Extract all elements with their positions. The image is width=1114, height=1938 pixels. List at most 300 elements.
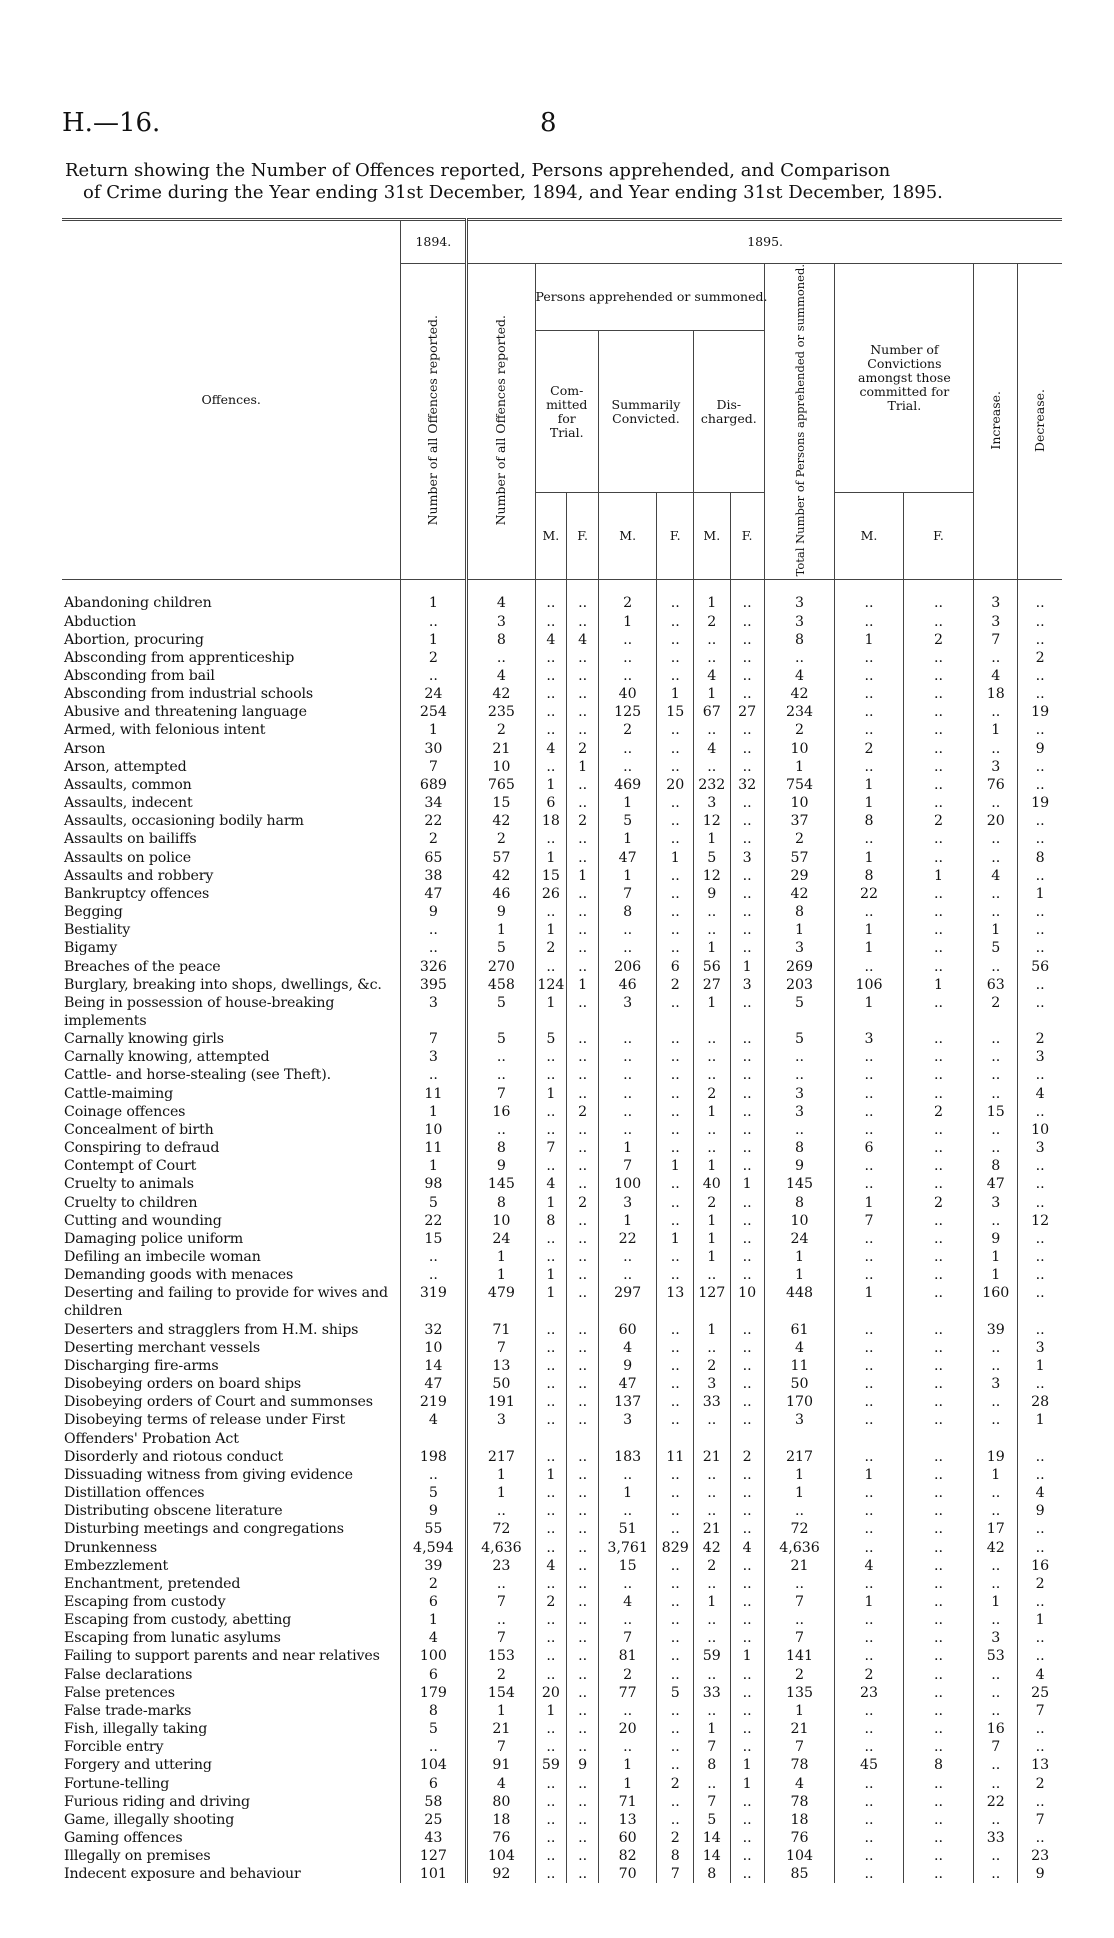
cell-increase: 3 xyxy=(974,1194,1018,1212)
cell-decrease: 2 xyxy=(1018,649,1062,667)
table-row xyxy=(62,1666,1062,1684)
cell-discharged-m: .. xyxy=(694,1266,731,1284)
cell-reported-1894: 2 xyxy=(401,1575,467,1593)
cell-committed-f: .. xyxy=(567,1647,599,1665)
cell-offence: Failing to support parents and near relatives xyxy=(64,1648,380,1665)
cell-reported-1895: 5 xyxy=(467,939,535,957)
cell-committed-m: .. xyxy=(535,613,567,631)
cell-discharged-m: 1 xyxy=(694,1157,731,1175)
cell-convictions-m: .. xyxy=(835,1411,903,1447)
cell-offence: False declarations xyxy=(64,1666,193,1683)
cell-decrease: .. xyxy=(1018,1375,1062,1393)
cell-reported-1895: 8 xyxy=(467,1139,535,1157)
cell-convictions-f: .. xyxy=(903,1411,974,1447)
cell-summarily-m: .. xyxy=(598,1121,657,1139)
cell-reported-1894: 2 xyxy=(401,649,467,667)
cell-total-persons: 1 xyxy=(764,1702,835,1720)
cell-reported-1894: .. xyxy=(401,1248,467,1266)
cell-total-persons: 4 xyxy=(764,1339,835,1357)
cell-total-persons: 8 xyxy=(764,903,835,921)
cell-increase: 3 xyxy=(974,613,1018,631)
col-persons-group: Persons apprehended or summoned. xyxy=(535,264,764,331)
cell-committed-m: 20 xyxy=(535,1684,567,1702)
cell-summarily-m: 297 xyxy=(598,1284,657,1320)
cell-summarily-m: 1 xyxy=(598,1212,657,1230)
cell-convictions-m: 8 xyxy=(835,812,903,830)
cell-discharged-m: 1 xyxy=(694,1230,731,1248)
cell-convictions-m: .. xyxy=(835,1829,903,1847)
cell-summarily-m: .. xyxy=(598,1502,657,1520)
cell-total-persons: 29 xyxy=(764,867,835,885)
cell-offence: Deserting and failing to provide for wives and children xyxy=(64,1285,388,1320)
cell-discharged-m: 1 xyxy=(694,994,731,1030)
cell-summarily-m: 7 xyxy=(598,1629,657,1647)
cell-committed-m: .. xyxy=(535,1629,567,1647)
cell-summarily-m: 469 xyxy=(598,776,657,794)
cell-committed-f: .. xyxy=(567,1248,599,1266)
cell-committed-f: .. xyxy=(567,1157,599,1175)
cell-convictions-m: .. xyxy=(835,1539,903,1557)
cell-committed-m: 5 xyxy=(535,1030,567,1048)
cell-convictions-m: .. xyxy=(835,1339,903,1357)
cell-total-persons: 1 xyxy=(764,758,835,776)
cell-committed-f: .. xyxy=(567,1684,599,1702)
table-row xyxy=(62,1103,1062,1121)
cell-offence: Forcible entry xyxy=(64,1739,164,1756)
col-convictions-f: F. xyxy=(903,493,974,580)
cell-discharged-m: 1 xyxy=(694,685,731,703)
title-line-1: Return showing the Number of Offences reported, Persons apprehended, and Comparison xyxy=(65,160,891,181)
cell-convictions-f: .. xyxy=(903,1393,974,1411)
cell-summarily-f: .. xyxy=(657,1484,694,1502)
cell-committed-m: .. xyxy=(535,1829,567,1847)
cell-summarily-m: 9 xyxy=(598,1357,657,1375)
cell-discharged-f: .. xyxy=(730,830,764,848)
cell-increase: .. xyxy=(974,1684,1018,1702)
cell-committed-f: .. xyxy=(567,1339,599,1357)
cell-committed-f: .. xyxy=(567,1175,599,1193)
cell-discharged-f: .. xyxy=(730,1121,764,1139)
cell-decrease: 16 xyxy=(1018,1557,1062,1575)
cell-committed-m: .. xyxy=(535,1520,567,1538)
cell-convictions-m: 7 xyxy=(835,1212,903,1230)
cell-convictions-m: 22 xyxy=(835,885,903,903)
cell-convictions-f: .. xyxy=(903,776,974,794)
cell-decrease: 10 xyxy=(1018,1121,1062,1139)
cell-total-persons: 269 xyxy=(764,958,835,976)
cell-summarily-f: .. xyxy=(657,903,694,921)
cell-discharged-f: .. xyxy=(730,1103,764,1121)
table-row xyxy=(62,1194,1062,1212)
cell-convictions-f: .. xyxy=(903,1811,974,1829)
cell-offence: Assaults, indecent xyxy=(64,795,193,812)
cell-reported-1894: 24 xyxy=(401,685,467,703)
cell-total-persons: 57 xyxy=(764,849,835,867)
cell-discharged-f: 1 xyxy=(730,1175,764,1193)
cell-convictions-m: 1 xyxy=(835,939,903,957)
cell-convictions-m: .. xyxy=(835,1520,903,1538)
cell-decrease: .. xyxy=(1018,685,1062,703)
cell-offence: Assaults and robbery xyxy=(64,867,214,884)
cell-summarily-f: 8 xyxy=(657,1847,694,1865)
cell-convictions-m: .. xyxy=(835,667,903,685)
cell-total-persons: .. xyxy=(764,1066,835,1084)
cell-discharged-f: .. xyxy=(730,667,764,685)
table-row xyxy=(62,1266,1062,1284)
cell-reported-1894: 4 xyxy=(401,1411,467,1447)
cell-offence: Cutting and wounding xyxy=(64,1212,222,1229)
cell-discharged-m: .. xyxy=(694,649,731,667)
cell-discharged-m: .. xyxy=(694,1702,731,1720)
cell-decrease: .. xyxy=(1018,1266,1062,1284)
cell-increase: 15 xyxy=(974,1103,1018,1121)
cell-summarily-m: .. xyxy=(598,667,657,685)
cell-decrease: 19 xyxy=(1018,794,1062,812)
cell-offence: Absconding from apprenticeship xyxy=(64,649,295,666)
cell-offence: Cruelty to animals xyxy=(64,1176,194,1193)
cell-convictions-f: .. xyxy=(903,1048,974,1066)
cell-summarily-f: .. xyxy=(657,1066,694,1084)
cell-summarily-f: 15 xyxy=(657,703,694,721)
cell-summarily-m: 2 xyxy=(598,594,657,612)
cell-committed-m: .. xyxy=(535,1775,567,1793)
cell-increase: 19 xyxy=(974,1448,1018,1466)
col-increase: Increase. xyxy=(974,264,1018,580)
cell-convictions-m: 1 xyxy=(835,994,903,1030)
cell-total-persons: 76 xyxy=(764,1829,835,1847)
cell-committed-f: 1 xyxy=(567,867,599,885)
cell-reported-1894: 127 xyxy=(401,1847,467,1865)
cell-discharged-f: .. xyxy=(730,1248,764,1266)
cell-summarily-m: 47 xyxy=(598,849,657,867)
cell-convictions-m: .. xyxy=(835,1793,903,1811)
cell-reported-1895: 10 xyxy=(467,1212,535,1230)
cell-committed-m: .. xyxy=(535,1811,567,1829)
cell-committed-f: .. xyxy=(567,1775,599,1793)
cell-summarily-f: .. xyxy=(657,1103,694,1121)
cell-decrease: 4 xyxy=(1018,1085,1062,1103)
table-row xyxy=(62,1411,1062,1447)
cell-discharged-m: 1 xyxy=(694,1593,731,1611)
cell-reported-1894: 55 xyxy=(401,1520,467,1538)
cell-discharged-m: .. xyxy=(694,721,731,739)
cell-total-persons: 203 xyxy=(764,976,835,994)
cell-discharged-f: .. xyxy=(730,721,764,739)
cell-discharged-f: .. xyxy=(730,1502,764,1520)
cell-reported-1895: 16 xyxy=(467,1103,535,1121)
cell-total-persons: 42 xyxy=(764,685,835,703)
cell-offence: Carnally knowing girls xyxy=(64,1031,224,1048)
cell-convictions-f: .. xyxy=(903,1847,974,1865)
cell-discharged-m: 12 xyxy=(694,812,731,830)
cell-summarily-f: .. xyxy=(657,1030,694,1048)
cell-convictions-f: .. xyxy=(903,939,974,957)
cell-discharged-m: 14 xyxy=(694,1847,731,1865)
table-row xyxy=(62,921,1062,939)
cell-discharged-f: .. xyxy=(730,1321,764,1339)
cell-discharged-f: .. xyxy=(730,1139,764,1157)
cell-committed-m: .. xyxy=(535,903,567,921)
col-committed-m: M. xyxy=(535,493,567,580)
cell-decrease: .. xyxy=(1018,1793,1062,1811)
cell-convictions-m: .. xyxy=(835,1157,903,1175)
cell-discharged-f: .. xyxy=(730,885,764,903)
cell-reported-1894: 9 xyxy=(401,1502,467,1520)
cell-summarily-f: 829 xyxy=(657,1539,694,1557)
cell-summarily-m: 3 xyxy=(598,1411,657,1447)
cell-reported-1895: 9 xyxy=(467,903,535,921)
table-header xyxy=(62,220,1062,580)
cell-total-persons: 3 xyxy=(764,1411,835,1447)
cell-summarily-m: 125 xyxy=(598,703,657,721)
cell-offence: Disorderly and riotous conduct xyxy=(64,1448,284,1465)
cell-committed-f: .. xyxy=(567,1212,599,1230)
cell-committed-m: 1 xyxy=(535,1085,567,1103)
cell-discharged-f: 27 xyxy=(730,703,764,721)
cell-convictions-f: 2 xyxy=(903,812,974,830)
cell-convictions-m: .. xyxy=(835,703,903,721)
cell-convictions-f: .. xyxy=(903,794,974,812)
cell-decrease: .. xyxy=(1018,1194,1062,1212)
cell-convictions-m: .. xyxy=(835,1066,903,1084)
cell-discharged-m: 21 xyxy=(694,1520,731,1538)
cell-summarily-m: 82 xyxy=(598,1847,657,1865)
cell-committed-f: .. xyxy=(567,1048,599,1066)
cell-increase: .. xyxy=(974,1393,1018,1411)
cell-convictions-m: .. xyxy=(835,1720,903,1738)
cell-increase: 7 xyxy=(974,631,1018,649)
cell-committed-m: .. xyxy=(535,1575,567,1593)
cell-committed-m: .. xyxy=(535,1393,567,1411)
cell-committed-m: .. xyxy=(535,1248,567,1266)
cell-reported-1895: 15 xyxy=(467,794,535,812)
cell-increase: 1 xyxy=(974,1593,1018,1611)
cell-convictions-m: .. xyxy=(835,613,903,631)
cell-committed-m: .. xyxy=(535,1230,567,1248)
cell-committed-m: .. xyxy=(535,1157,567,1175)
cell-offence: Damaging police uniform xyxy=(64,1230,244,1247)
cell-reported-1895: 4 xyxy=(467,594,535,612)
cell-reported-1895: 13 xyxy=(467,1357,535,1375)
cell-committed-f: .. xyxy=(567,1738,599,1756)
table-row xyxy=(62,1847,1062,1865)
table-row xyxy=(62,830,1062,848)
cell-summarily-m: .. xyxy=(598,1066,657,1084)
cell-offence: Escaping from custody xyxy=(64,1593,226,1610)
cell-convictions-f: .. xyxy=(903,594,974,612)
cell-increase: .. xyxy=(974,1702,1018,1720)
cell-discharged-f: .. xyxy=(730,921,764,939)
cell-summarily-m: 3 xyxy=(598,1194,657,1212)
cell-discharged-m: .. xyxy=(694,758,731,776)
cell-discharged-m: .. xyxy=(694,921,731,939)
cell-increase: 5 xyxy=(974,939,1018,957)
cell-convictions-f: .. xyxy=(903,1720,974,1738)
cell-summarily-m: 2 xyxy=(598,1666,657,1684)
cell-reported-1894: 3 xyxy=(401,994,467,1030)
cell-offence: Assaults, common xyxy=(64,776,192,793)
cell-offence: Furious riding and driving xyxy=(64,1793,250,1810)
table-row xyxy=(62,1175,1062,1193)
table-row xyxy=(62,1448,1062,1466)
cell-summarily-m: 4 xyxy=(598,1593,657,1611)
cell-discharged-f: .. xyxy=(730,649,764,667)
col-offences-header: Offences. xyxy=(201,392,261,408)
cell-increase: .. xyxy=(974,1121,1018,1139)
cell-reported-1895: 3 xyxy=(467,613,535,631)
cell-reported-1895: 3 xyxy=(467,1411,535,1447)
cell-offence: Defiling an imbecile woman xyxy=(64,1249,261,1266)
cell-convictions-m: 2 xyxy=(835,1666,903,1684)
cell-discharged-f: .. xyxy=(730,613,764,631)
cell-convictions-f: .. xyxy=(903,1230,974,1248)
cell-total-persons: 7 xyxy=(764,1629,835,1647)
cell-committed-m: .. xyxy=(535,1847,567,1865)
page-number: 8 xyxy=(540,108,557,138)
cell-reported-1894: 1 xyxy=(401,1611,467,1629)
cell-convictions-f: .. xyxy=(903,994,974,1030)
cell-discharged-m: .. xyxy=(694,1575,731,1593)
cell-summarily-m: 60 xyxy=(598,1321,657,1339)
cell-reported-1895: 92 xyxy=(467,1865,535,1883)
cell-summarily-f: 1 xyxy=(657,849,694,867)
cell-reported-1895: .. xyxy=(467,649,535,667)
cell-committed-f: .. xyxy=(567,1357,599,1375)
col-decrease: Decrease. xyxy=(1018,264,1062,580)
cell-reported-1894: 179 xyxy=(401,1684,467,1702)
cell-decrease: 1 xyxy=(1018,1611,1062,1629)
cell-discharged-m: 33 xyxy=(694,1393,731,1411)
table-row xyxy=(62,1575,1062,1593)
cell-convictions-m: .. xyxy=(835,1103,903,1121)
table-row xyxy=(62,1357,1062,1375)
cell-summarily-m: .. xyxy=(598,921,657,939)
cell-offence: Illegally on premises xyxy=(64,1848,211,1865)
cell-reported-1894: 22 xyxy=(401,1212,467,1230)
cell-discharged-m: 8 xyxy=(694,1756,731,1774)
cell-offence: Bestiality xyxy=(64,922,131,939)
cell-increase: 1 xyxy=(974,1266,1018,1284)
cell-discharged-m: 14 xyxy=(694,1829,731,1847)
cell-summarily-m: 1 xyxy=(598,1139,657,1157)
cell-total-persons: 754 xyxy=(764,776,835,794)
cell-discharged-f: .. xyxy=(730,1466,764,1484)
cell-convictions-m: 6 xyxy=(835,1139,903,1157)
cell-discharged-m: 1 xyxy=(694,939,731,957)
cell-convictions-f: .. xyxy=(903,1284,974,1320)
cell-offence: Assaults, occasioning bodily harm xyxy=(64,813,304,830)
cell-committed-f: .. xyxy=(567,1466,599,1484)
cell-decrease: .. xyxy=(1018,1230,1062,1248)
cell-decrease: 9 xyxy=(1018,740,1062,758)
cell-convictions-f: 2 xyxy=(903,631,974,649)
cell-convictions-m: .. xyxy=(835,1629,903,1647)
cell-summarily-f: .. xyxy=(657,1666,694,1684)
cell-summarily-m: .. xyxy=(598,1085,657,1103)
cell-total-persons: 234 xyxy=(764,703,835,721)
cell-offence: False pretences xyxy=(64,1684,175,1701)
cell-committed-m: .. xyxy=(535,1738,567,1756)
cell-reported-1895: 479 xyxy=(467,1284,535,1320)
cell-increase: .. xyxy=(974,1611,1018,1629)
cell-discharged-m: .. xyxy=(694,631,731,649)
cell-committed-m: 1 xyxy=(535,994,567,1030)
cell-summarily-m: 71 xyxy=(598,1793,657,1811)
cell-committed-m: 26 xyxy=(535,885,567,903)
table-row xyxy=(62,703,1062,721)
cell-summarily-f: .. xyxy=(657,1520,694,1538)
cell-committed-f: 4 xyxy=(567,631,599,649)
cell-convictions-m: .. xyxy=(835,1230,903,1248)
cell-committed-f: .. xyxy=(567,1284,599,1320)
cell-offence: Dissuading witness from giving evidence xyxy=(64,1466,353,1483)
cell-committed-m: .. xyxy=(535,667,567,685)
cell-reported-1894: 104 xyxy=(401,1756,467,1774)
table-row xyxy=(62,1339,1062,1357)
cell-committed-m: .. xyxy=(535,1793,567,1811)
cell-total-persons: .. xyxy=(764,1575,835,1593)
cell-committed-m: .. xyxy=(535,1611,567,1629)
cell-convictions-f: .. xyxy=(903,1865,974,1883)
cell-committed-m: 1 xyxy=(535,1266,567,1284)
cell-total-persons: 7 xyxy=(764,1738,835,1756)
cell-discharged-m: .. xyxy=(694,903,731,921)
cell-offence: Demanding goods with menaces xyxy=(64,1267,294,1284)
col-reported-1894: Number of all Offences reported. xyxy=(401,264,467,580)
cell-reported-1895: 57 xyxy=(467,849,535,867)
cell-reported-1894: 38 xyxy=(401,867,467,885)
cell-convictions-m: .. xyxy=(835,1502,903,1520)
cell-convictions-f: 2 xyxy=(903,1103,974,1121)
table-row xyxy=(62,1248,1062,1266)
table-body xyxy=(62,580,1062,1884)
cell-reported-1895: .. xyxy=(467,1575,535,1593)
table-row xyxy=(62,594,1062,612)
cell-offence: Begging xyxy=(64,904,123,921)
cell-committed-m: 124 xyxy=(535,976,567,994)
cell-decrease: 7 xyxy=(1018,1702,1062,1720)
cell-discharged-m: 7 xyxy=(694,1738,731,1756)
cell-reported-1894: 15 xyxy=(401,1230,467,1248)
cell-decrease: 2 xyxy=(1018,1575,1062,1593)
cell-summarily-f: .. xyxy=(657,594,694,612)
cell-increase: 33 xyxy=(974,1829,1018,1847)
cell-convictions-f: .. xyxy=(903,830,974,848)
cell-reported-1895: 1 xyxy=(467,921,535,939)
cell-total-persons: 10 xyxy=(764,794,835,812)
cell-reported-1894: 7 xyxy=(401,758,467,776)
cell-increase: .. xyxy=(974,830,1018,848)
cell-increase: 42 xyxy=(974,1539,1018,1557)
cell-discharged-m: 1 xyxy=(694,1720,731,1738)
cell-committed-f: .. xyxy=(567,885,599,903)
table-row xyxy=(62,1484,1062,1502)
cell-discharged-m: .. xyxy=(694,1484,731,1502)
cell-convictions-f: .. xyxy=(903,649,974,667)
cell-reported-1895: 8 xyxy=(467,631,535,649)
cell-reported-1895: 72 xyxy=(467,1520,535,1538)
cell-convictions-f: .. xyxy=(903,1484,974,1502)
cell-summarily-f: 1 xyxy=(657,1230,694,1248)
cell-convictions-f: .. xyxy=(903,1557,974,1575)
cell-reported-1894: 6 xyxy=(401,1775,467,1793)
table-row xyxy=(62,1720,1062,1738)
cell-decrease: .. xyxy=(1018,1720,1062,1738)
cell-convictions-f: .. xyxy=(903,1175,974,1193)
cell-convictions-m: 1 xyxy=(835,921,903,939)
cell-convictions-m: .. xyxy=(835,1321,903,1339)
cell-committed-f: .. xyxy=(567,667,599,685)
